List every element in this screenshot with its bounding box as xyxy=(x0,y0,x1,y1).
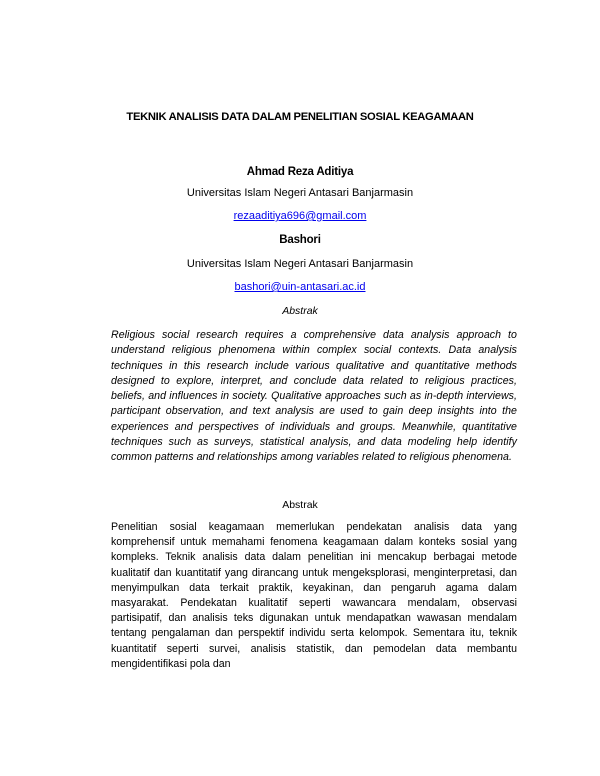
author-email-1 xyxy=(60,210,540,222)
paper-title: TEKNIK ANALISIS DATA DALAM PENELITIAN SOSIAL KEAGAMAAN xyxy=(126,111,474,123)
author-affiliation-1: Universitas Islam Negeri Antasari Banjarmasin xyxy=(186,187,414,199)
author-email-link-1[interactable]: rezaaditiya696@gmail.com xyxy=(233,210,367,222)
author-name-2: Bashori xyxy=(279,234,321,246)
abstract-id-heading: Abstrak xyxy=(282,499,318,511)
author-name-1: Ahmad Reza Aditiya xyxy=(246,166,354,178)
abstract-en-text: Religious social research requires a comprehensive data analysis approach to understand religious phenomena within complex social contexts. Data analysis techniques in this research include various qualitative and quantitative methods designed to explore, interpret, and conclude data related to religious practices, beliefs, and influences in society. Qualitative approaches such as in-depth interviews, participant observation, and text analysis are used to gain deep insights into the experiences and perspectives of individuals and groups. Meanwhile, quantitative techniques such as surveys, statistical analysis, and data modeling help identify common patterns and relationships among variables related to religious phenomena. xyxy=(111,329,517,464)
author-email-2 xyxy=(60,281,540,293)
author-affiliation-2: Universitas Islam Negeri Antasari Banjarmasin xyxy=(186,258,414,270)
abstract-en-heading: Abstrak xyxy=(282,305,318,317)
author-email-link-2[interactable]: bashori@uin-antasari.ac.id xyxy=(234,281,366,293)
abstract-id-text: Penelitian sosial keagamaan memerlukan pendekatan analisis data yang komprehensif untuk memahami fenomena keagamaan dalam konteks sosial yang kompleks. Teknik analisis data dalam penelitian ini mencakup berbagai metode kualitatif dan kuantitatif yang dirancang untuk mengeksplorasi, menginterpretasi, dan menyimpulkan data terkait praktik, keyakinan, dan pengaruh agama dalam masyarakat. Pendekatan kualitatif seperti wawancara mendalam, observasi partisipatif, dan analisis teks digunakan untuk mendapatkan wawasan mendalam tentang pengalaman dan perspektif individu serta kelompok. Sementara itu, teknik kuantitatif seperti survei, analisis statistik, dan pemodelan data membantu mengidentifikasi pola dan xyxy=(111,521,517,670)
